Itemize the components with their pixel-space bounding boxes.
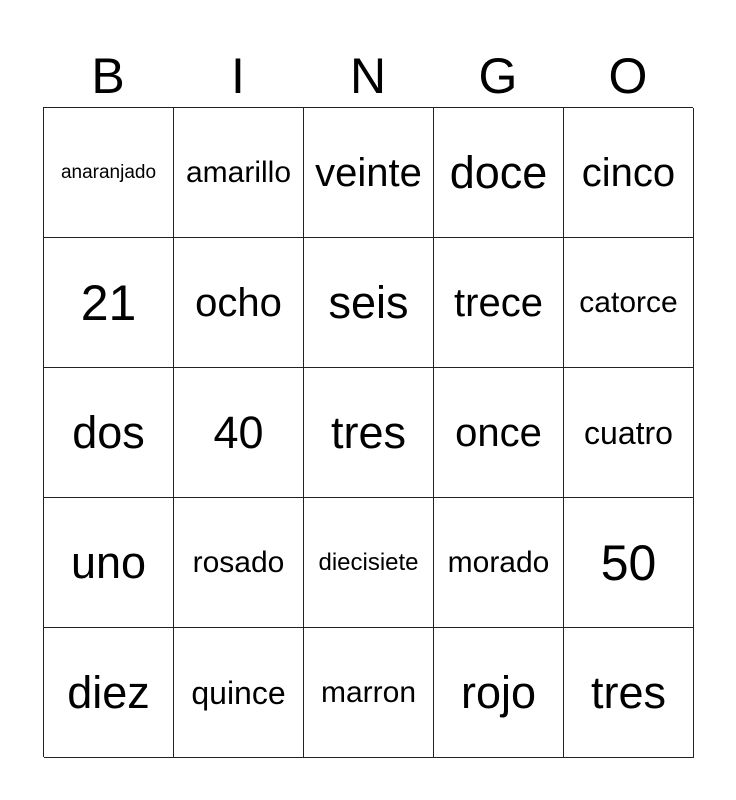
header-letter-i: I xyxy=(231,48,245,104)
bingo-cell[interactable]: once xyxy=(434,368,564,498)
bingo-cell[interactable]: ocho xyxy=(174,238,304,368)
bingo-cell[interactable]: 40 xyxy=(174,368,304,498)
bingo-cell[interactable]: doce xyxy=(434,108,564,238)
bingo-cell[interactable]: tres xyxy=(564,628,694,758)
bingo-cell[interactable]: seis xyxy=(304,238,434,368)
bingo-cell[interactable]: rojo xyxy=(434,628,564,758)
bingo-card-grid xyxy=(43,107,693,757)
bingo-cell[interactable]: dos xyxy=(44,368,174,498)
bingo-cell[interactable]: anaranjado xyxy=(44,108,174,238)
bingo-cell[interactable]: quince xyxy=(174,628,304,758)
bingo-cell[interactable]: catorce xyxy=(564,238,694,368)
header-letter-n: N xyxy=(349,48,387,104)
header-letter-g: G xyxy=(478,48,518,104)
bingo-cell[interactable]: uno xyxy=(44,498,174,628)
bingo-cell[interactable]: rosado xyxy=(174,498,304,628)
bingo-header xyxy=(43,48,693,104)
bingo-cell[interactable]: trece xyxy=(434,238,564,368)
bingo-cell[interactable]: cuatro xyxy=(564,368,694,498)
bingo-cell[interactable]: marron xyxy=(304,628,434,758)
bingo-cell[interactable]: diecisiete xyxy=(304,498,434,628)
header-letter-o: O xyxy=(608,48,648,104)
bingo-cell[interactable]: morado xyxy=(434,498,564,628)
bingo-cell[interactable]: diez xyxy=(44,628,174,758)
bingo-cell[interactable]: 21 xyxy=(44,238,174,368)
bingo-cell[interactable]: 50 xyxy=(564,498,694,628)
bingo-cell[interactable]: veinte xyxy=(304,108,434,238)
bingo-cell[interactable]: tres xyxy=(304,368,434,498)
header-letter-b: B xyxy=(91,48,125,104)
bingo-cell[interactable]: amarillo xyxy=(174,108,304,238)
bingo-cell[interactable]: cinco xyxy=(564,108,694,238)
